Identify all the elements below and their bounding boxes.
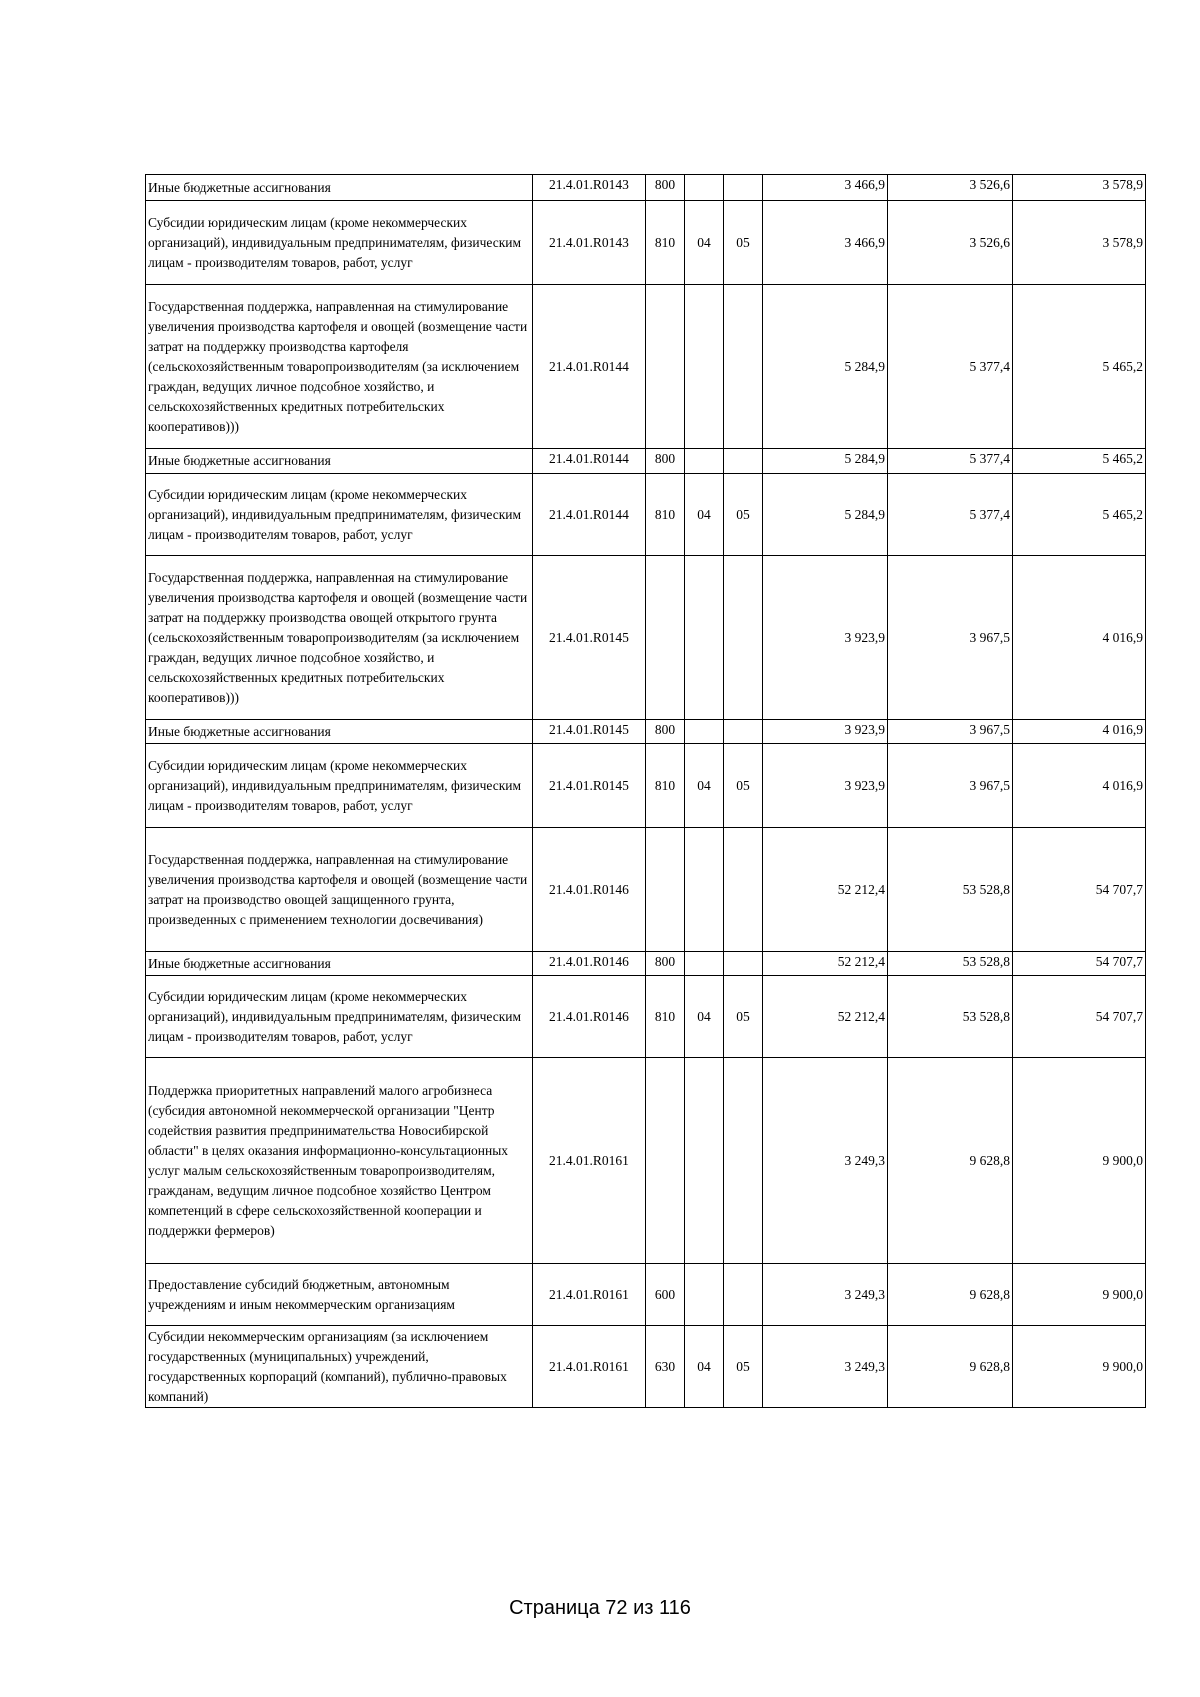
table-row	[146, 1326, 1146, 1408]
table-row	[146, 744, 1146, 828]
amount-year-1: 5 284,9	[763, 449, 888, 474]
amount-year-2: 53 528,8	[888, 828, 1013, 952]
target-article-code: 21.4.01.R0144	[533, 474, 646, 556]
row-description: Поддержка приоритетных направлений малого агробизнеса (субсидия автономной некоммерческой организации "Центр содействия развития предпринимательства Новосибирской области" в целях оказания информационно-консультационных услуг малым сельскохозяйственным товаропроизводителям, гражданам, ведущим личное подсобное хозяйство Центром компетенций в сфере сельскохозяйственной кооперации и поддержки фермеров)	[146, 1058, 533, 1264]
target-article-code: 21.4.01.R0144	[533, 449, 646, 474]
section-code: 04	[685, 1326, 724, 1408]
row-description: Субсидии некоммерческим организациям (за исключением государственных (муниципальных) учреждений, государственных корпораций (компаний), публично-правовых компаний)	[146, 1326, 533, 1408]
subsection-code	[724, 449, 763, 474]
amount-year-3: 9 900,0	[1013, 1264, 1146, 1326]
amount-year-3: 4 016,9	[1013, 744, 1146, 828]
amount-year-1: 5 284,9	[763, 285, 888, 449]
expense-type-code: 800	[646, 449, 685, 474]
row-description: Предоставление субсидий бюджетным, автономным учреждениям и иным некоммерческим организациям	[146, 1264, 533, 1326]
target-article-code: 21.4.01.R0145	[533, 744, 646, 828]
amount-year-2: 3 967,5	[888, 744, 1013, 828]
amount-year-1: 52 212,4	[763, 828, 888, 952]
amount-year-2: 9 628,8	[888, 1326, 1013, 1408]
amount-year-2: 5 377,4	[888, 449, 1013, 474]
subsection-code	[724, 828, 763, 952]
target-article-code: 21.4.01.R0161	[533, 1058, 646, 1264]
expense-type-code	[646, 828, 685, 952]
amount-year-2: 3 526,6	[888, 201, 1013, 285]
target-article-code: 21.4.01.R0144	[533, 285, 646, 449]
subsection-code: 05	[724, 976, 763, 1058]
row-description: Субсидии юридическим лицам (кроме некоммерческих организаций), индивидуальным предпринимателям, физическим лицам - производителям товаров, работ, услуг	[146, 976, 533, 1058]
table-row	[146, 285, 1146, 449]
expense-type-code	[646, 285, 685, 449]
table-row	[146, 201, 1146, 285]
target-article-code: 21.4.01.R0145	[533, 720, 646, 744]
section-code: 04	[685, 744, 724, 828]
expense-type-code: 600	[646, 1264, 685, 1326]
amount-year-3: 4 016,9	[1013, 720, 1146, 744]
target-article-code: 21.4.01.R0161	[533, 1264, 646, 1326]
subsection-code: 05	[724, 1326, 763, 1408]
row-description: Иные бюджетные ассигнования	[146, 952, 533, 976]
expense-type-code: 630	[646, 1326, 685, 1408]
section-code	[685, 828, 724, 952]
subsection-code	[724, 952, 763, 976]
section-code: 04	[685, 201, 724, 285]
amount-year-1: 3 923,9	[763, 720, 888, 744]
amount-year-1: 3 466,9	[763, 201, 888, 285]
amount-year-2: 53 528,8	[888, 976, 1013, 1058]
amount-year-2: 53 528,8	[888, 952, 1013, 976]
amount-year-3: 5 465,2	[1013, 474, 1146, 556]
subsection-code: 05	[724, 744, 763, 828]
amount-year-3: 4 016,9	[1013, 556, 1146, 720]
target-article-code: 21.4.01.R0146	[533, 828, 646, 952]
section-code	[685, 1264, 724, 1326]
expense-type-code: 800	[646, 720, 685, 744]
section-code	[685, 556, 724, 720]
amount-year-3: 3 578,9	[1013, 201, 1146, 285]
row-description: Государственная поддержка, направленная на стимулирование увеличения производства картофеля и овощей (возмещение части затрат на поддержку производства овощей открытого грунта (сельскохозяйственным товаропроизводителям (за исключением граждан, ведущих личное подсобное хозяйство, и сельскохозяйственных кредитных потребительских кооперативов)))	[146, 556, 533, 720]
row-description: Субсидии юридическим лицам (кроме некоммерческих организаций), индивидуальным предпринимателям, физическим лицам - производителям товаров, работ, услуг	[146, 744, 533, 828]
amount-year-2: 3 526,6	[888, 175, 1013, 201]
amount-year-1: 5 284,9	[763, 474, 888, 556]
expense-type-code	[646, 556, 685, 720]
table-row	[146, 175, 1146, 201]
amount-year-3: 54 707,7	[1013, 828, 1146, 952]
subsection-code	[724, 556, 763, 720]
expense-type-code: 800	[646, 952, 685, 976]
amount-year-3: 9 900,0	[1013, 1058, 1146, 1264]
table-row	[146, 1264, 1146, 1326]
table-row	[146, 449, 1146, 474]
table-row	[146, 720, 1146, 744]
amount-year-1: 52 212,4	[763, 952, 888, 976]
table-row	[146, 1058, 1146, 1264]
amount-year-2: 9 628,8	[888, 1058, 1013, 1264]
page-number: Страница 72 из 116	[509, 1597, 691, 1619]
section-code	[685, 175, 724, 201]
target-article-code: 21.4.01.R0146	[533, 952, 646, 976]
amount-year-1: 3 466,9	[763, 175, 888, 201]
amount-year-2: 3 967,5	[888, 556, 1013, 720]
section-code	[685, 720, 724, 744]
section-code	[685, 952, 724, 976]
expense-type-code: 810	[646, 474, 685, 556]
row-description: Иные бюджетные ассигнования	[146, 720, 533, 744]
subsection-code: 05	[724, 201, 763, 285]
amount-year-3: 5 465,2	[1013, 285, 1146, 449]
subsection-code	[724, 720, 763, 744]
subsection-code	[724, 1058, 763, 1264]
section-code	[685, 1058, 724, 1264]
row-description: Иные бюджетные ассигнования	[146, 175, 533, 201]
expense-type-code: 810	[646, 744, 685, 828]
expense-type-code	[646, 1058, 685, 1264]
target-article-code: 21.4.01.R0143	[533, 201, 646, 285]
row-description: Субсидии юридическим лицам (кроме некоммерческих организаций), индивидуальным предпринимателям, физическим лицам - производителям товаров, работ, услуг	[146, 201, 533, 285]
row-description: Субсидии юридическим лицам (кроме некоммерческих организаций), индивидуальным предпринимателям, физическим лицам - производителям товаров, работ, услуг	[146, 474, 533, 556]
amount-year-2: 9 628,8	[888, 1264, 1013, 1326]
expense-type-code: 810	[646, 201, 685, 285]
section-code: 04	[685, 976, 724, 1058]
row-description: Государственная поддержка, направленная на стимулирование увеличения производства картофеля и овощей (возмещение части затрат на производство овощей защищенного грунта, произведенных с применением технологии досвечивания)	[146, 828, 533, 952]
amount-year-1: 3 249,3	[763, 1264, 888, 1326]
amount-year-1: 3 249,3	[763, 1058, 888, 1264]
amount-year-1: 3 923,9	[763, 556, 888, 720]
amount-year-3: 5 465,2	[1013, 449, 1146, 474]
table-row	[146, 976, 1146, 1058]
amount-year-1: 52 212,4	[763, 976, 888, 1058]
target-article-code: 21.4.01.R0146	[533, 976, 646, 1058]
amount-year-3: 3 578,9	[1013, 175, 1146, 201]
subsection-code	[724, 175, 763, 201]
expense-type-code: 800	[646, 175, 685, 201]
amount-year-3: 54 707,7	[1013, 976, 1146, 1058]
target-article-code: 21.4.01.R0143	[533, 175, 646, 201]
target-article-code: 21.4.01.R0145	[533, 556, 646, 720]
row-description: Государственная поддержка, направленная на стимулирование увеличения производства картофеля и овощей (возмещение части затрат на поддержку производства картофеля (сельскохозяйственным товаропроизводителям (за исключением граждан, ведущих личное подсобное хозяйство, и сельскохозяйственных кредитных потребительских кооперативов)))	[146, 285, 533, 449]
subsection-code: 05	[724, 474, 763, 556]
table-row	[146, 952, 1146, 976]
section-code	[685, 449, 724, 474]
section-code: 04	[685, 474, 724, 556]
budget-table	[145, 174, 1146, 1408]
table-row	[146, 828, 1146, 952]
row-description: Иные бюджетные ассигнования	[146, 449, 533, 474]
amount-year-2: 3 967,5	[888, 720, 1013, 744]
expense-type-code: 810	[646, 976, 685, 1058]
table-row	[146, 474, 1146, 556]
amount-year-1: 3 923,9	[763, 744, 888, 828]
section-code	[685, 285, 724, 449]
amount-year-2: 5 377,4	[888, 474, 1013, 556]
amount-year-2: 5 377,4	[888, 285, 1013, 449]
target-article-code: 21.4.01.R0161	[533, 1326, 646, 1408]
amount-year-3: 9 900,0	[1013, 1326, 1146, 1408]
amount-year-3: 54 707,7	[1013, 952, 1146, 976]
subsection-code	[724, 285, 763, 449]
subsection-code	[724, 1264, 763, 1326]
amount-year-1: 3 249,3	[763, 1326, 888, 1408]
table-row	[146, 556, 1146, 720]
